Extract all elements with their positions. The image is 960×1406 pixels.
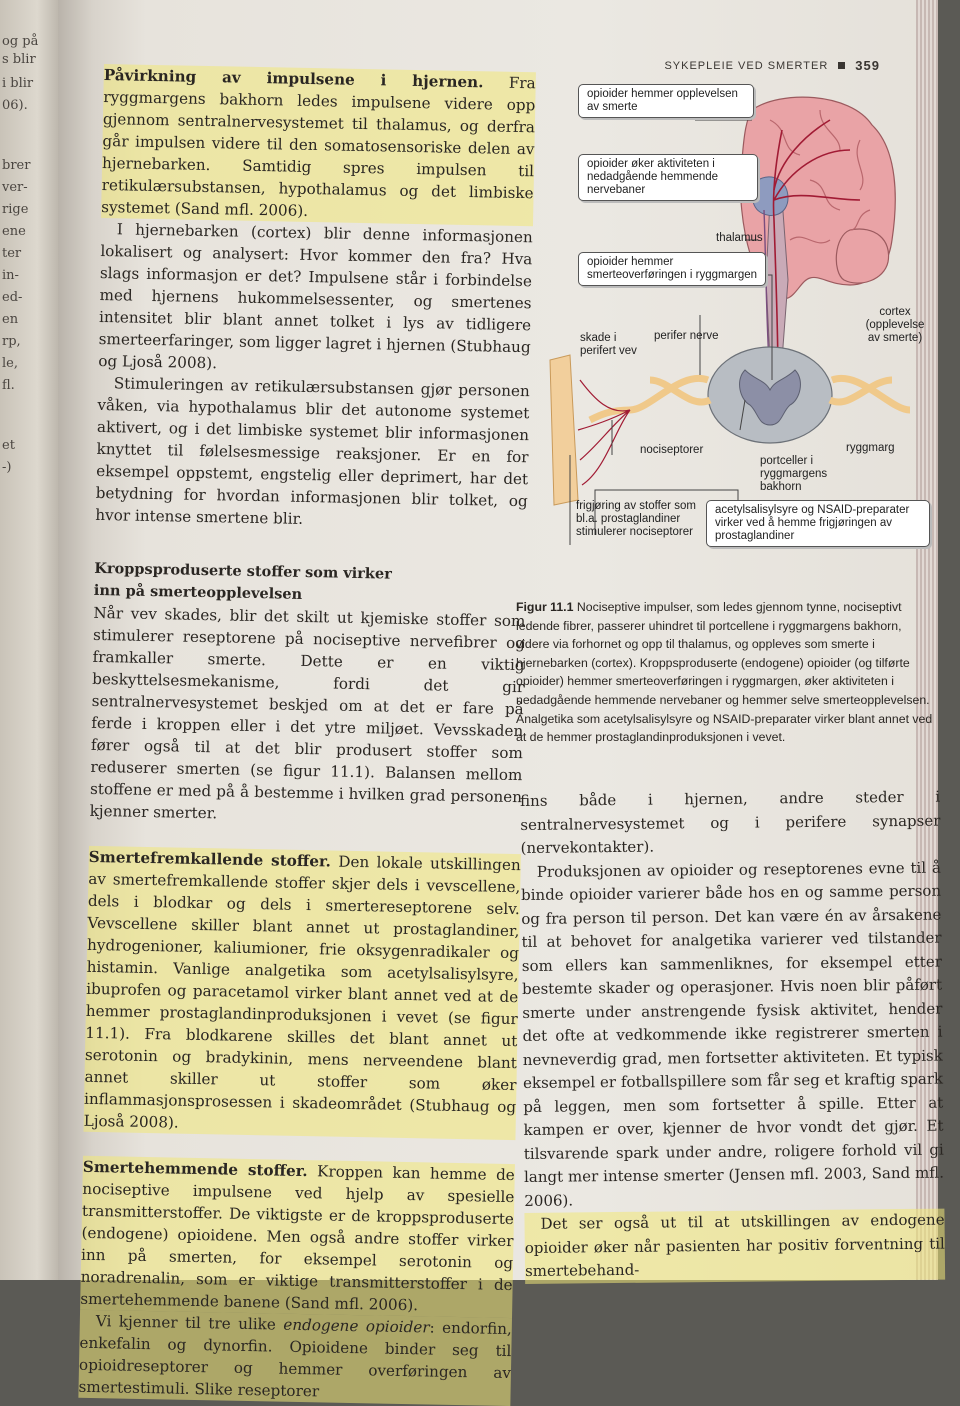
section-heading-line1: Kroppsproduserte stoffer som virker [94, 559, 392, 583]
figure-caption [516, 598, 934, 747]
paragraph-pain-inducing [83, 846, 520, 1140]
book-page [58, 0, 945, 1401]
margin-fragment: rp, [2, 334, 21, 349]
emphasis-term: endogene opioider [283, 1315, 430, 1337]
paragraph-lead: Påvirkning av impulsene i hjernen. [103, 65, 484, 92]
margin-fragment: ene [2, 224, 26, 239]
paragraph-cortex: I hjernebarken (cortex) blir denne informasjonen lokalisert og analysert: Hvor kommer den fra? Hva slags informasjon er det? Impulsene står i forbindelse med hjernens hukommelsessenter, og smertenes intensitet blir blant annet tolket i lys av tidligere smerteerfaringer, som ligger lagret i hjernen (Stubhaug og Ljoså 2008). [98, 220, 533, 373]
left-text-column [78, 64, 536, 1406]
margin-fragment: et [2, 438, 15, 453]
paragraph-body: Fra ryggmargens bakhorn ledes impulsene videre opp gjennom sentralnervesystemet til thalamus, og derfra går impulsen videre til den somatosensoriske delen av hjernebarken. Samtidig spres impulsen til retikulærsubstansen, hypothalamus og det limbiske systemet (Sand mfl. 2006). [101, 73, 536, 220]
label-peripheral-nerve: perifer nerve [654, 330, 719, 342]
nociceptor-fibers [578, 380, 630, 485]
margin-fragment: ed- [2, 290, 23, 305]
callout-opioids-spinal: opioider hemmer smerteoverføringen i ryggmargen [578, 252, 766, 286]
callout-opioids-descending: opioider øker aktiviteten i nedadgående hemmende nervebaner [578, 154, 758, 201]
label-thalamus: thalamus [716, 232, 763, 244]
paragraph-impulses-brain [101, 64, 536, 226]
paragraph-lead: Smertefremkallende stoffer. [88, 847, 332, 871]
margin-fragment: og på [2, 34, 39, 49]
running-head-title: SYKEPLEIE VED SMERTER [664, 59, 829, 72]
margin-fragment: en [2, 312, 19, 327]
paragraph-body: Kroppen kan hemme de nociseptive impulsene ved hjelp av spesielle transmitterstoffer. De viktigste er de kroppsproduserte (endogene) opioidene. Men også andre stoffer virker inn på smerten, for eksempel serotonin og noradrenalin, som er viktige transmitterstoffer i de smertehemmende banene (Sand mfl. 2006). [80, 1162, 515, 1315]
caption-text: Nociseptive impulser, som ledes gjennom tynne, nociseptivt ledende fibrer, passerer uhindret til portcellene i ryggmargens bakhorn, videre via forhornet og opp til thalamus, og oppleves som smerte i hjernebarken (cortex). Kroppsproduserte (endogene) opioider (og tilførte opioider) hemmer smerteoverføringen i ryggmargen, øker aktiviteten i nedadgående hemmende nervebaner og hemmer selve smerteopplevelsen. Analgetika som acetylsalisylsyre og NSAID-preparater virker blant annet ved at de hemmer prostaglandinproduksjonen i vevet. [516, 600, 933, 745]
margin-fragment: 06). [2, 98, 28, 113]
label-substance-release: frigjøring av stoffer som bl.a. prostaglandiner stimulerer nociseptorer [576, 500, 696, 538]
margin-fragment: fl. [2, 378, 15, 393]
margin-fragment: rige [2, 202, 29, 217]
text-run: Vi kjenner til tre ulike [95, 1312, 284, 1334]
paragraph-endogenous-opioids [78, 1310, 512, 1406]
callout-opioids-inhibit-experience: opioider hemmer opplevelsen av smerte [578, 84, 754, 118]
label-nociceptors: nociseptorer [640, 444, 704, 456]
caption-label: Figur 11.1 [516, 600, 574, 614]
margin-fragment: i blir [2, 76, 34, 91]
running-head [664, 58, 880, 73]
margin-fragment: -) [2, 460, 12, 475]
margin-fragment: ter [2, 246, 22, 261]
right-text-column [520, 786, 945, 1284]
cerebellum-illustration [836, 229, 888, 283]
paragraph-opioid-variation: Produksjonen av opioider og reseptorenes evne til å binde opioider varierer både hos en og samme person og fra person til person. Det kan være én av årsakene til at behovet for analgetika varierer ved tilstander som ellers kan sammenliknes, for eksempel etter bestemte skader og operasjoner. Hvis noen blir påført smerte under anstrengende fysisk aktivitet, hender det ofte at vedkommende ikke registrerer smerten i nevneverdig grad, men fortsetter aktiviteten. Et typisk eksempel er fotballspillere som får seg et kraftig spark på leggen, men som fortsetter å spille. Etter at kampen er over, kjenner de hvor vondt det gjør. Et tilsvarende spark under andre, roligere forhold vil gi langt mer intense smerter (Jensen mfl. 2003, Sand mfl. 2006). [521, 858, 945, 1210]
paragraph-body-substances: Når vev skades, blir det skilt ut kjemiske stoffer som stimulerer reseptorene på nociseptive nervefibrer og framkaller smerte. Dette er en viktig beskyttelsesmekanisme, fordi det gir sentralnervesystemet beskjed om at det er fare på ferde i kroppen eller i det ytre miljøet. Vevsskaden fører også til at det blir produsert stoffer som reduserer smerten (se figur 11.1). Balansen mellom stoffene er med på å bestemme i hvilken grad personen kjenner smerter. [89, 603, 526, 823]
figure-11-1 [520, 80, 940, 600]
section-heading-line2: inn på smerteopplevelsen [93, 581, 303, 603]
page-number: 359 [855, 58, 880, 73]
label-spinal-cord: ryggmarg [846, 442, 895, 454]
paragraph-expectation: Det ser også ut til at utskillingen av endogene opioider øker når pasienten har positiv forventning til smertebehand- [524, 1209, 945, 1284]
callout-nsaid: acetylsalisylsyre og NSAID-preparater virker ved å hemme frigjøringen av prostaglandiner [706, 500, 930, 547]
paragraph-reticular: Stimuleringen av retikulærsubstansen gjør personen våken, via hypothalamus blir det autonome systemet aktivert, og i det limbiske systemet blir informasjonen knyttet til følelsesmessige reaksjoner. Er en for eksempel oppstemt, engstelig eller deprimert, har det betydning for hvordan informasjonen blir tolket, og hvor intense smertene blir. [95, 374, 530, 528]
peripheral-nerve [832, 378, 910, 410]
margin-fragment: le, [2, 356, 18, 371]
paragraph-body: Den lokale utskillingen av smertefremkallende stoffer skjer dels i vevscellene, dels i blodkar og dels i smertereseptorene selv. Vevscellene skiller blant annet ut prostaglandiner, hydrogenioner, kaliumioner, frie oksygenradikaler og histamin. Vanlige analgetika som acetylsalisylsyre, ibuprofen og paracetamol virker blant annet ved at de hemmer prostaglandinproduksjonen i vevet (se figur 11.1). Fra blodkarene skilles det blant annet ut serotonin og bradykinin, mens nerveendene blant annet skiller ut stoffer som øker inflammasjonsprosessen i skadeområdet (Stubhaug og Ljoså 2008). [83, 852, 521, 1132]
margin-fragment: brer [2, 158, 31, 173]
paragraph-receptors-location: fins både i hjernen, andre steder i sentralnervesystemet og i perifere synapser (nervekontakter). [520, 787, 941, 857]
paragraph-lead: Smertehemmende stoffer. [82, 1157, 308, 1181]
previous-page-edge [0, 0, 62, 1280]
peripheral-tissue [550, 355, 578, 505]
label-tissue-damage: skade i perifert vev [580, 332, 637, 357]
margin-fragment: ver- [2, 180, 28, 195]
label-gate-cells: portceller i ryggmargens bakhorn [760, 455, 828, 493]
square-bullet-icon [838, 62, 845, 69]
text-run: : endorfin, enkefalin og dynorfin. Opioidene binder seg til opioidreseptorer og hemmer overføringen av smertestimuli. Slike reseptorer [78, 1318, 512, 1401]
margin-fragment: s blir [2, 52, 36, 67]
margin-fragment: in- [2, 268, 19, 283]
label-cortex: cortex (opplevelse av smerte) [865, 306, 925, 344]
paragraph-pain-inhibiting [80, 1156, 515, 1318]
